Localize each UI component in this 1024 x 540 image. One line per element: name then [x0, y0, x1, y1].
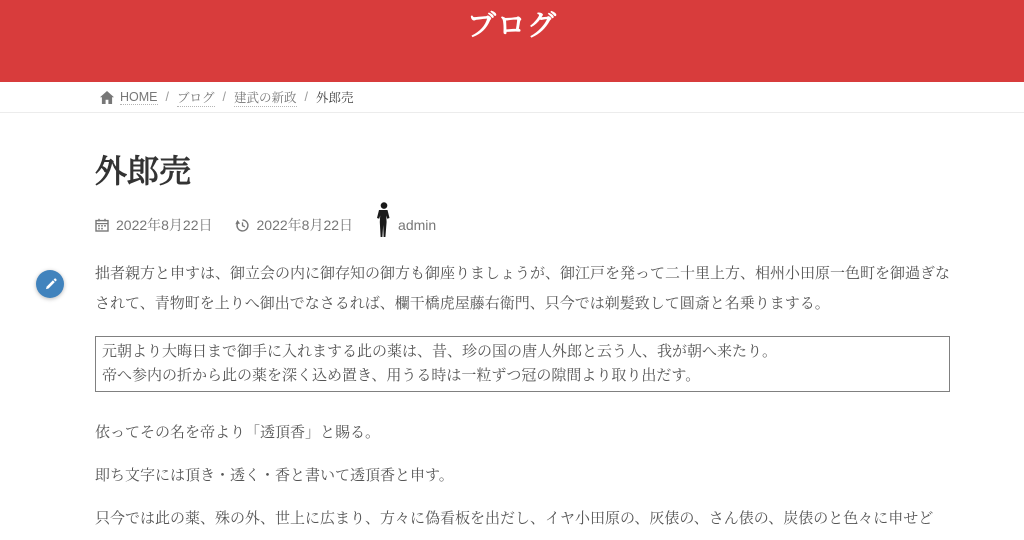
- breadcrumb-separator: /: [165, 90, 169, 104]
- main-content: [0, 113, 1024, 534]
- home-icon: [100, 91, 114, 104]
- updated-date-item: [235, 215, 354, 235]
- history-icon: [235, 218, 250, 233]
- post-title: 外郎売: [95, 153, 192, 189]
- box-line: 元朝より大晦日まで御手に入れまする此の薬は、昔、珍の国の唐人外郎と云う人、我が朝へ来たり。: [102, 343, 778, 360]
- breadcrumb-separator: /: [222, 90, 226, 104]
- person-icon: [375, 202, 392, 241]
- pencil-icon: [43, 277, 58, 292]
- breadcrumb-link-blog[interactable]: ブログ: [177, 88, 215, 107]
- post-body: [95, 259, 950, 534]
- breadcrumb-link-category[interactable]: 建武の新政: [234, 88, 297, 107]
- author-name: admin: [398, 217, 437, 233]
- published-date: 2022年8月22日: [116, 217, 213, 233]
- paragraph: 拙者親方と申すは、御立会の内に御存知の御方も御座りましょうが、御江戸を発って二十里上方、相州小田原一色町を御過ぎなされて、青物町を上りへ御出でなさるれば、欄干橋虎屋藤右衛門、只今では剃髪致して圓斎と名乗りまする。: [95, 265, 951, 312]
- page-title: ブログ: [466, 10, 557, 42]
- author-item: [375, 206, 436, 245]
- breadcrumb-separator: /: [304, 90, 308, 104]
- breadcrumb-link-home[interactable]: HOME: [120, 89, 158, 104]
- breadcrumb-current-page: 外郎売: [315, 91, 354, 105]
- edit-post-button[interactable]: [36, 270, 64, 298]
- updated-date: 2022年8月22日: [256, 217, 354, 233]
- paragraph: 只今では此の薬、殊の外、世上に広まり、方々に偽看板を出だし、イヤ小田原の、灰俵の、さん俵の、炭俵のと色々に申せど: [95, 510, 934, 527]
- published-date-item: [95, 215, 213, 235]
- paragraph: 即ち文字には頂き・透く・香と書いて透頂香と申す。: [95, 467, 454, 484]
- calendar-icon: [95, 218, 109, 232]
- bordered-text-box: [95, 336, 950, 392]
- box-line: 帝へ参内の折から此の薬を深く込め置き、用うる時は一粒ずつ冠の隙間より取り出だす。: [102, 367, 701, 384]
- paragraph: 依ってその名を帝より「透頂香」と賜る。: [95, 424, 381, 441]
- post: [95, 151, 950, 534]
- post-meta: [95, 215, 950, 235]
- breadcrumb: [0, 82, 1024, 113]
- site-header: [0, 0, 1024, 82]
